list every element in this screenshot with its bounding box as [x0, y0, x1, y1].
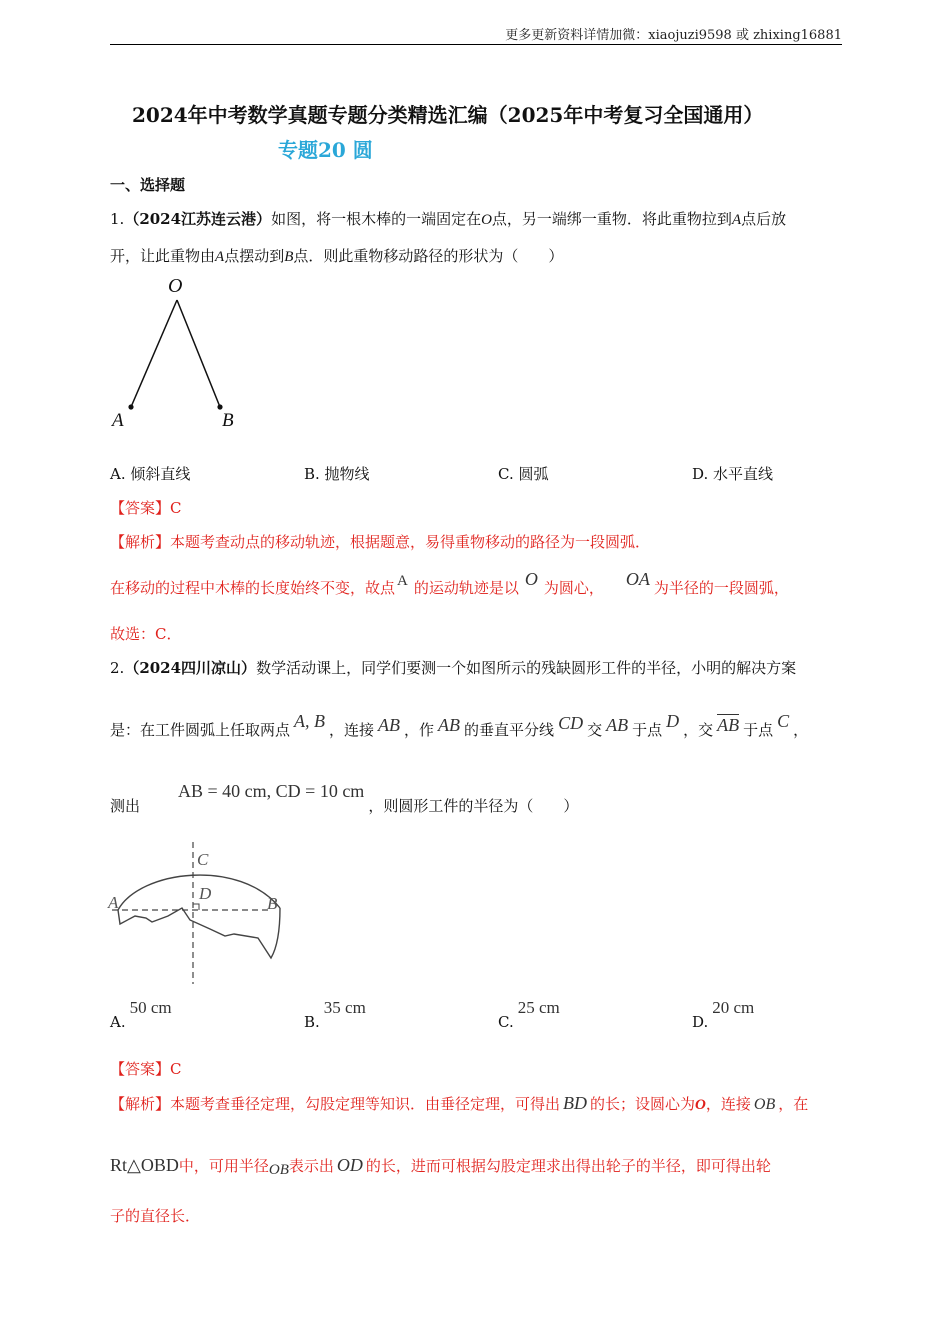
- q1-line2: 开，让此重物由A点摆动到B点．则此重物移动路径的形状为（ ）: [110, 247, 564, 265]
- q1-analysis-line2: 在移动的过程中木棒的长度始终不变，故点 A 的运动轨迹是以 O 为圆心， OA 为半径的一段圆弧，: [110, 569, 789, 597]
- q1-option-d[interactable]: D. 水平直线: [692, 465, 774, 483]
- q1-option-a[interactable]: A. 倾斜直线: [110, 465, 191, 483]
- q2-number: 2.: [110, 659, 125, 677]
- q1-option-c[interactable]: C. 圆弧: [498, 465, 549, 483]
- fig1-label-O: O: [168, 275, 183, 297]
- fig1-label-B: B: [222, 410, 234, 431]
- topic-subtitle: 专题20 圆: [278, 138, 373, 162]
- q2-answer: 【答案】C: [110, 1060, 182, 1078]
- fig2-label-A: A: [108, 893, 119, 912]
- q2-option-d[interactable]: D.20 cm: [692, 998, 755, 1031]
- fig1-point-B: [217, 404, 222, 409]
- q2-line2: 是：在工件圆弧上任取两点 A, B ，连接 AB ，作 AB 的垂直平分线 CD 交 AB 于点 D ，交 AB 于点 C ，: [110, 711, 809, 739]
- page-header: 更多更新资料详情加微：xiaojuzi9598 或 zhixing16881: [505, 28, 842, 43]
- q2-option-b[interactable]: B.35 cm: [304, 998, 366, 1031]
- q2-line3: 测出AB = 40 cm, CD = 10 cm，则圆形工件的半径为（ ）: [110, 781, 579, 815]
- q2-option-c[interactable]: C.25 cm: [498, 998, 560, 1031]
- q2-analysis-line1: 【解析】本题考查垂径定理，勾股定理等知识．由垂径定理，可得出 BD 的长；设圆心为O，连接 OB ，在: [110, 1093, 809, 1113]
- fig2-label-B: B: [267, 894, 278, 913]
- q1-pendulum-figure: [100, 270, 260, 440]
- fig1-label-A: A: [112, 410, 124, 431]
- q1-option-b[interactable]: B. 抛物线: [304, 465, 370, 483]
- q2-measurements: AB = 40 cm, CD = 10 cm: [178, 781, 365, 801]
- q2-analysis-line2: Rt△OBD中，可用半径OB表示出 OD 的长，进而可根据勾股定理求出得出轮子的半径，即可得出轮: [110, 1155, 771, 1178]
- fig2-label-D: D: [199, 884, 212, 903]
- header-rule: [110, 44, 842, 45]
- q1-answer: 【答案】C: [110, 499, 182, 517]
- fig1-point-A: [128, 404, 133, 409]
- q2-broken-circle-figure: [100, 838, 300, 988]
- q1-analysis-line3: 故选：C．: [110, 625, 182, 643]
- fig1-rod-OB: [177, 300, 220, 407]
- section-heading: 一、选择题: [110, 176, 186, 194]
- page-title: 2024年中考数学真题专题分类精选汇编（2025年中考复习全国通用）: [132, 103, 764, 127]
- q2-option-a[interactable]: A.50 cm: [110, 998, 172, 1031]
- fig2-right-angle: [193, 904, 199, 910]
- q2-source: （2024四川凉山）: [124, 659, 257, 677]
- q1-source: （2024江苏连云港）: [124, 210, 272, 228]
- fig2-broken-edge: [118, 908, 280, 958]
- q1-analysis-line1: 【解析】本题考查动点的移动轨迹，根据题意，易得重物移动的路径为一段圆弧．: [110, 533, 651, 551]
- q2-analysis-line3: 子的直径长．: [110, 1207, 201, 1225]
- fig1-rod-OA: [131, 300, 177, 407]
- q1-number: 1.: [110, 210, 125, 228]
- fig2-label-C: C: [197, 850, 209, 869]
- q1-line1: 1.（2024江苏连云港）如图，将一根木棒的一端固定在O点，另一端绑一重物．将此重物拉到A点后放: [110, 210, 787, 228]
- q2-line1: 2.（2024四川凉山）数学活动课上，同学们要测一个如图所示的残缺圆形工件的半径，小明的解决方案: [110, 659, 797, 677]
